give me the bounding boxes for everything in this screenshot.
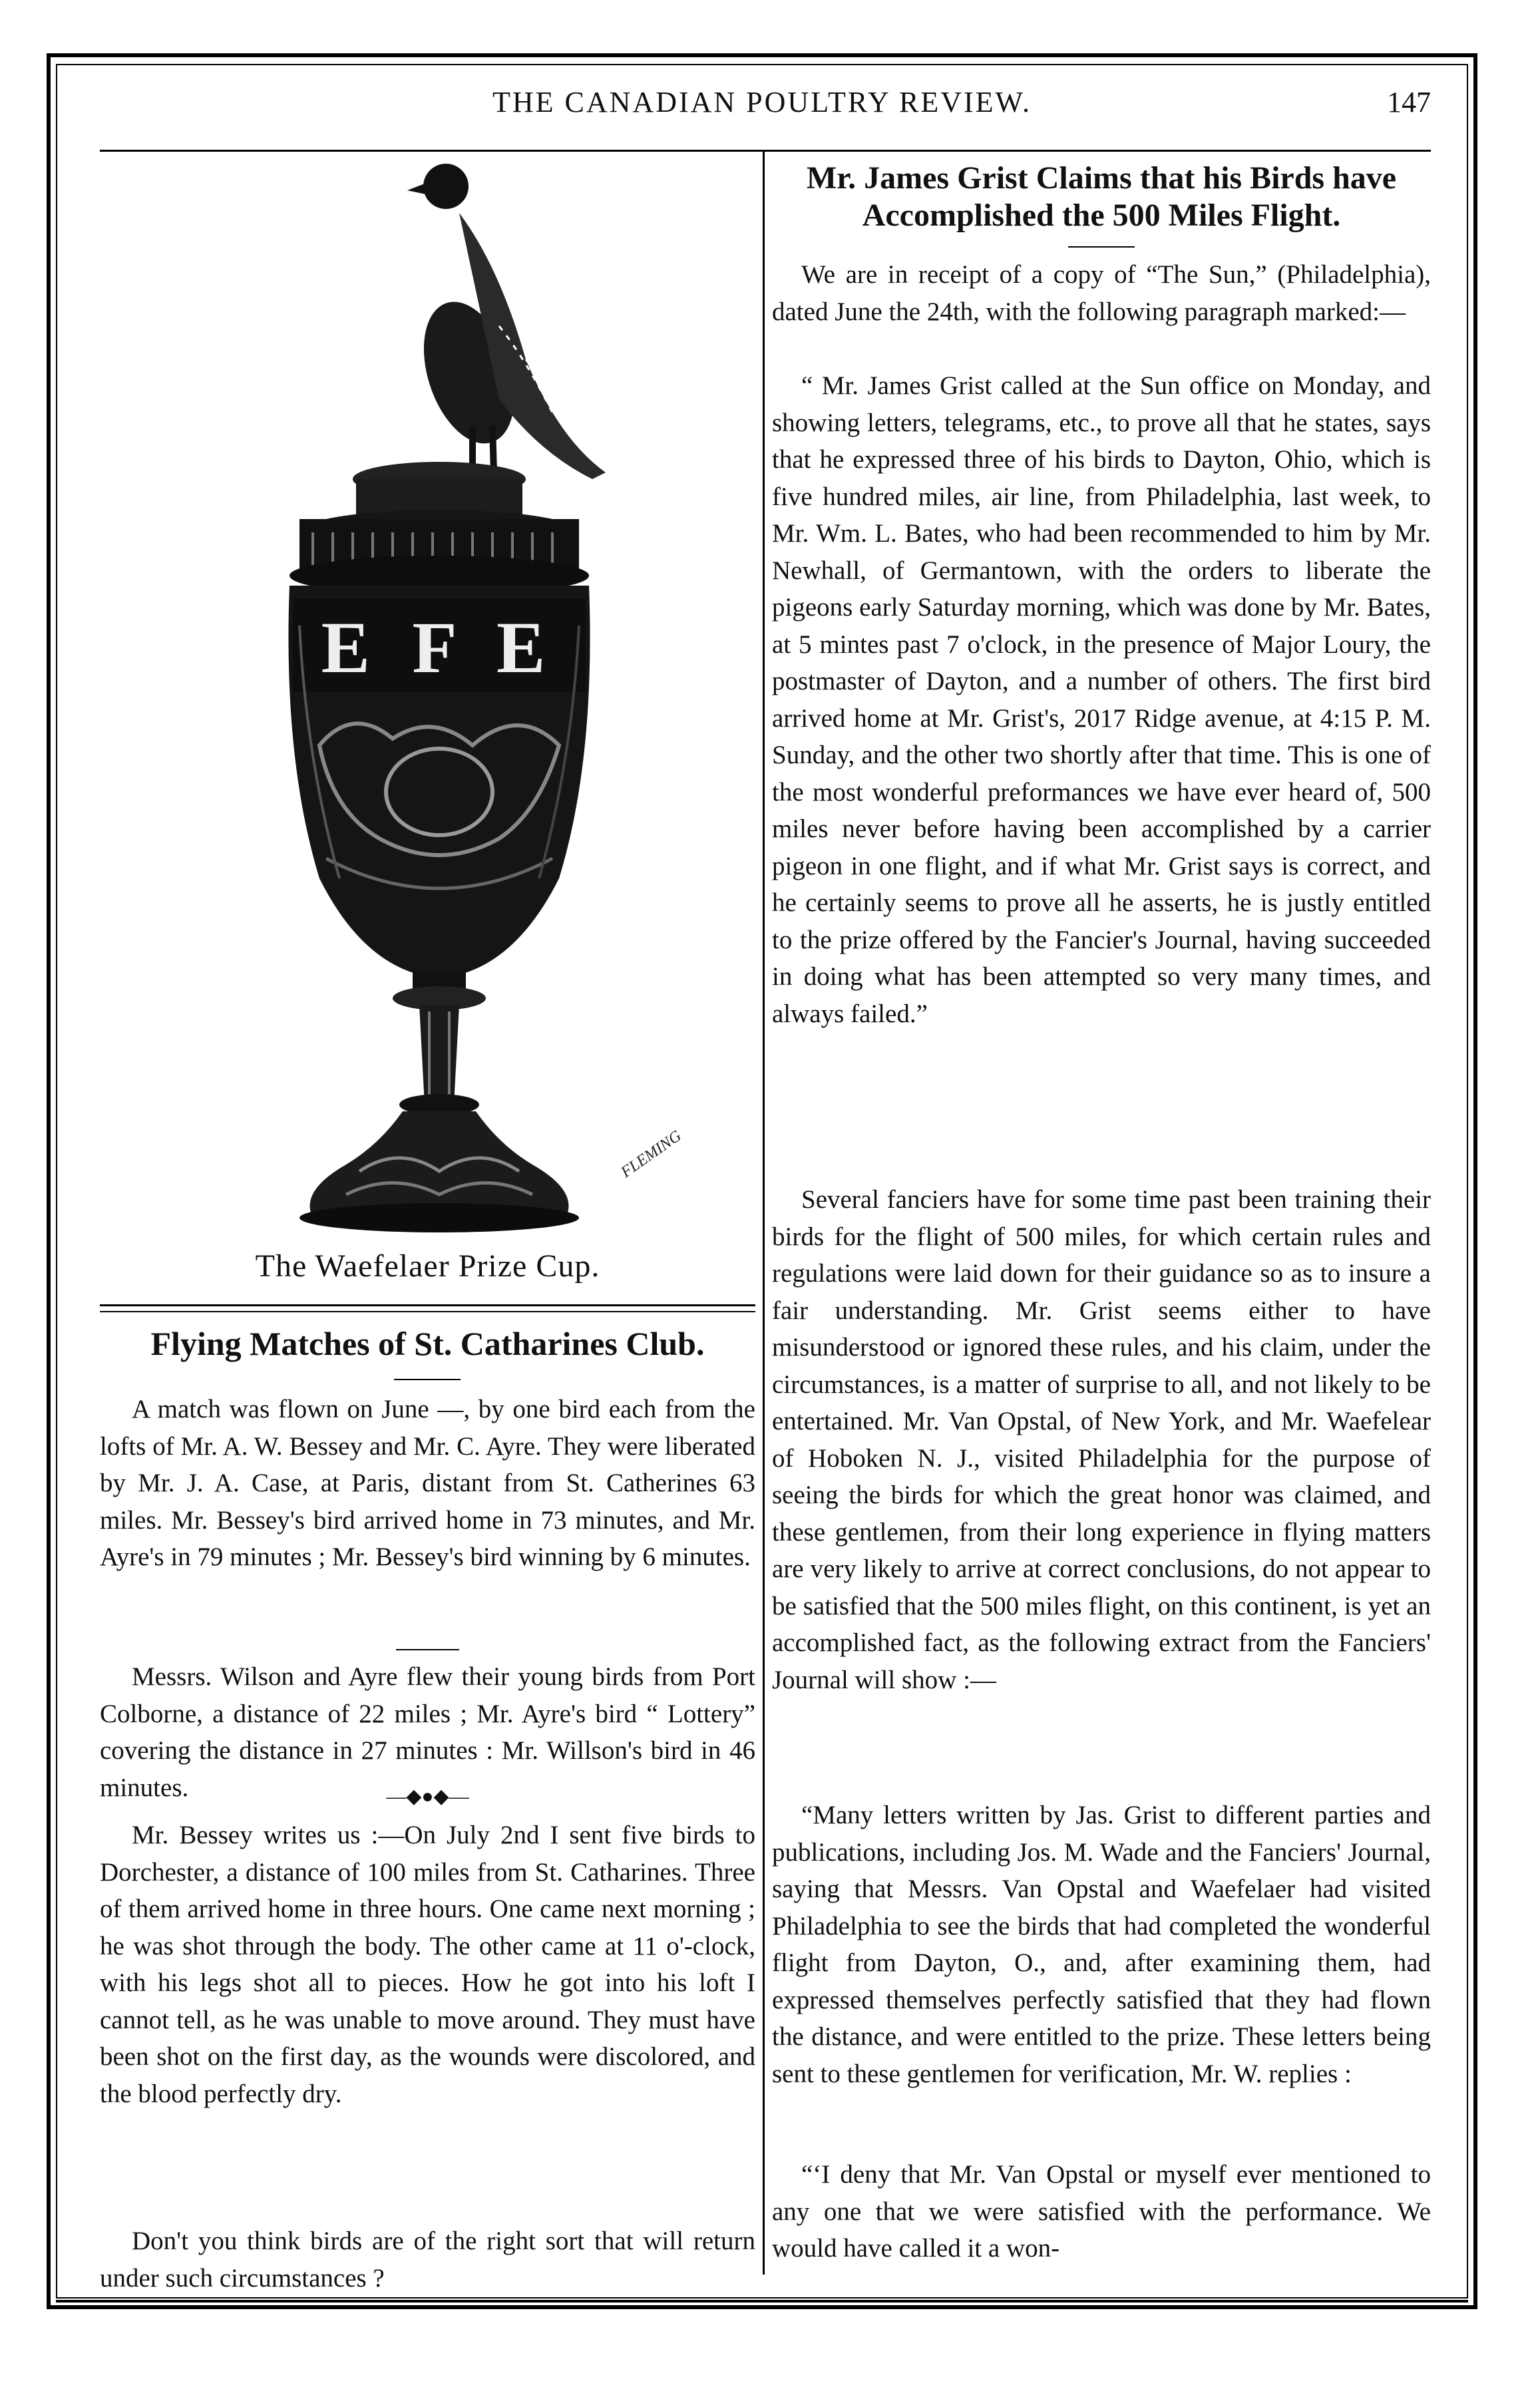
bottom-rule [56, 2300, 1468, 2303]
paragraph-journal-extract: “Many letters written by Jas. Grist to different parties and publications, including Jos. M. Wade and the Fanciers' Journal, saying that Messrs. Van Opstal and Waefelaer had visited Philadelphia to see the birds that had completed the wonderful flight from Dayton, O., and, after examining them, had expressed themselves perfectly satisfied that they had flown the distance, and were entitled to the prize. These letters being sent to these gentlemen for verification, Mr. W. replies : [772, 1801, 1431, 2088]
pigeon-figure [407, 164, 606, 479]
paragraph-match-report: A match was flown on June —, by one bird each from the lofts of Mr. A. W. Bessey and Mr. C. Ayre. They were liberated by Mr. J. A. Case, at Paris, distant from St. Catherines 63 miles. Mr. Bessey's bird arrived home in 73 minutes, and Mr. Ayre's in 79 minutes ; Mr. Bessey's bird winning by 6 minutes. [100, 1395, 755, 1571]
paragraph-separator-rule [396, 1649, 459, 1650]
engraver-signature: FLEMING [618, 1127, 685, 1181]
section-double-rule [100, 1304, 755, 1312]
paragraph-sun-intro: We are in receipt of a copy of “The Sun,” (Philadelphia), dated June the 24th, with the following paragraph marked:— [772, 260, 1431, 326]
cup-lettering: E F E [321, 607, 558, 688]
left-column [100, 160, 755, 2293]
paragraph-bessey-letter: Mr. Bessey writes us :—On July 2nd I sent five birds to Dorchester, a distance of 100 miles from St. Catharines. Three of them arrived home in three hours. One came next morning ; he was shot through the body. The other came at 11 o'-clock, with his legs shot all to pieces. How he got into his loft I cannot tell, as he was unable to move around. They must have been shot on the first day, as the wounds were discolored, and the blood perfectly dry. [100, 1821, 755, 2108]
cup-lid [289, 462, 589, 596]
cup-base [299, 1111, 579, 1232]
paragraph-fanciers-rules: Several fanciers have for some time past been training their birds for the flight of 500 miles, for which certain rules and regulations were laid down for their guidance so as to insure a fair understanding. Mr. Grist seems either to have misunderstood or ignored these rules, and his claim, under the circumstances, is a matter of surprise to all, and not likely to be entertained. Mr. Van Opstal, of New York, and Mr. Waefelear of Hoboken N. J., visited Philadelphia for the purpose of seeing the birds for which the great honor was claimed, and these gentlemen, from their long experience in flying matters are very likely to arrive at correct conclusions, do not appear to be satisfied that the 500 miles flight, on this continent, is yet an accomplished fact, as the following extract from the Fanciers' Journal will show :— [772, 1185, 1431, 1694]
column-divider [763, 152, 765, 2275]
paragraph-sun-quote: “ Mr. James Grist called at the Sun office on Monday, and showing letters, telegrams, etc., to prove all that he states, says that he expressed three of his birds to Dayton, Ohio, which is five hundred miles, air line, from Philadelphia, last week, to Mr. Wm. L. Bates, who had been recommended to him by Mr. Newhall, of Germantown, with the orders to liberate the pigeons early Saturday morning, which was done by Mr. Bates, at 5 mintes past 7 o'clock, in the presence of Major Loury, the postmaster of Dayton, and a number of others. The first bird arrived home at Mr. Grist's, 2017 Ridge avenue, at 4:15 P. M. Sunday, and the other two shortly after that time. This is one of the most wonderful preformances we have ever heard of, 500 miles never before having been accomplished by a carrier pigeon in one flight, and if what Mr. Grist says is correct, and he certainly seems to prove all he asserts, he is justly entitled to the prize offered by the Fancier's Journal, having succeeded in doing what has been attempted so very many times, and always failed.” [772, 371, 1431, 1028]
running-title: THE CANADIAN POULTRY REVIEW. [492, 86, 1032, 118]
paragraph-waefelaer-reply: “‘I deny that Mr. Van Opstal or myself ever mentioned to any one that we were satisfied with the performance. We would have called it a won- [772, 2160, 1431, 2263]
prize-cup-image [100, 160, 755, 1238]
cup-stem [393, 972, 486, 1115]
article-title-rule [1068, 246, 1135, 248]
running-head [100, 85, 1431, 132]
paragraph-young-birds: Messrs. Wilson and Ayre flew their young birds from Port Colborne, a distance of 22 miles ; Mr. Ayre's bird “ Lottery” covering the distance in 27 minutes : Mr. Willson's bird in 46 minutes. [100, 1662, 755, 1802]
header-rule [100, 150, 1431, 152]
paragraph-closing-question: Don't you think birds are of the right sort that will return under such circumstances ? [100, 2227, 755, 2293]
cup-bowl [288, 586, 590, 978]
section-title: Flying Matches of St. Catharines Club. [150, 1325, 705, 1362]
prize-cup-illustration [100, 160, 755, 1238]
illustration-caption: The Waefelaer Prize Cup. [255, 1248, 600, 1284]
section-title-rule [394, 1379, 461, 1380]
ornament-divider: —◆●◆— [386, 1785, 469, 1807]
article-title: Mr. James Grist Claims that his Birds have Accomplished the 500 Miles Flight. [806, 160, 1397, 233]
page-number: 147 [1387, 86, 1431, 118]
